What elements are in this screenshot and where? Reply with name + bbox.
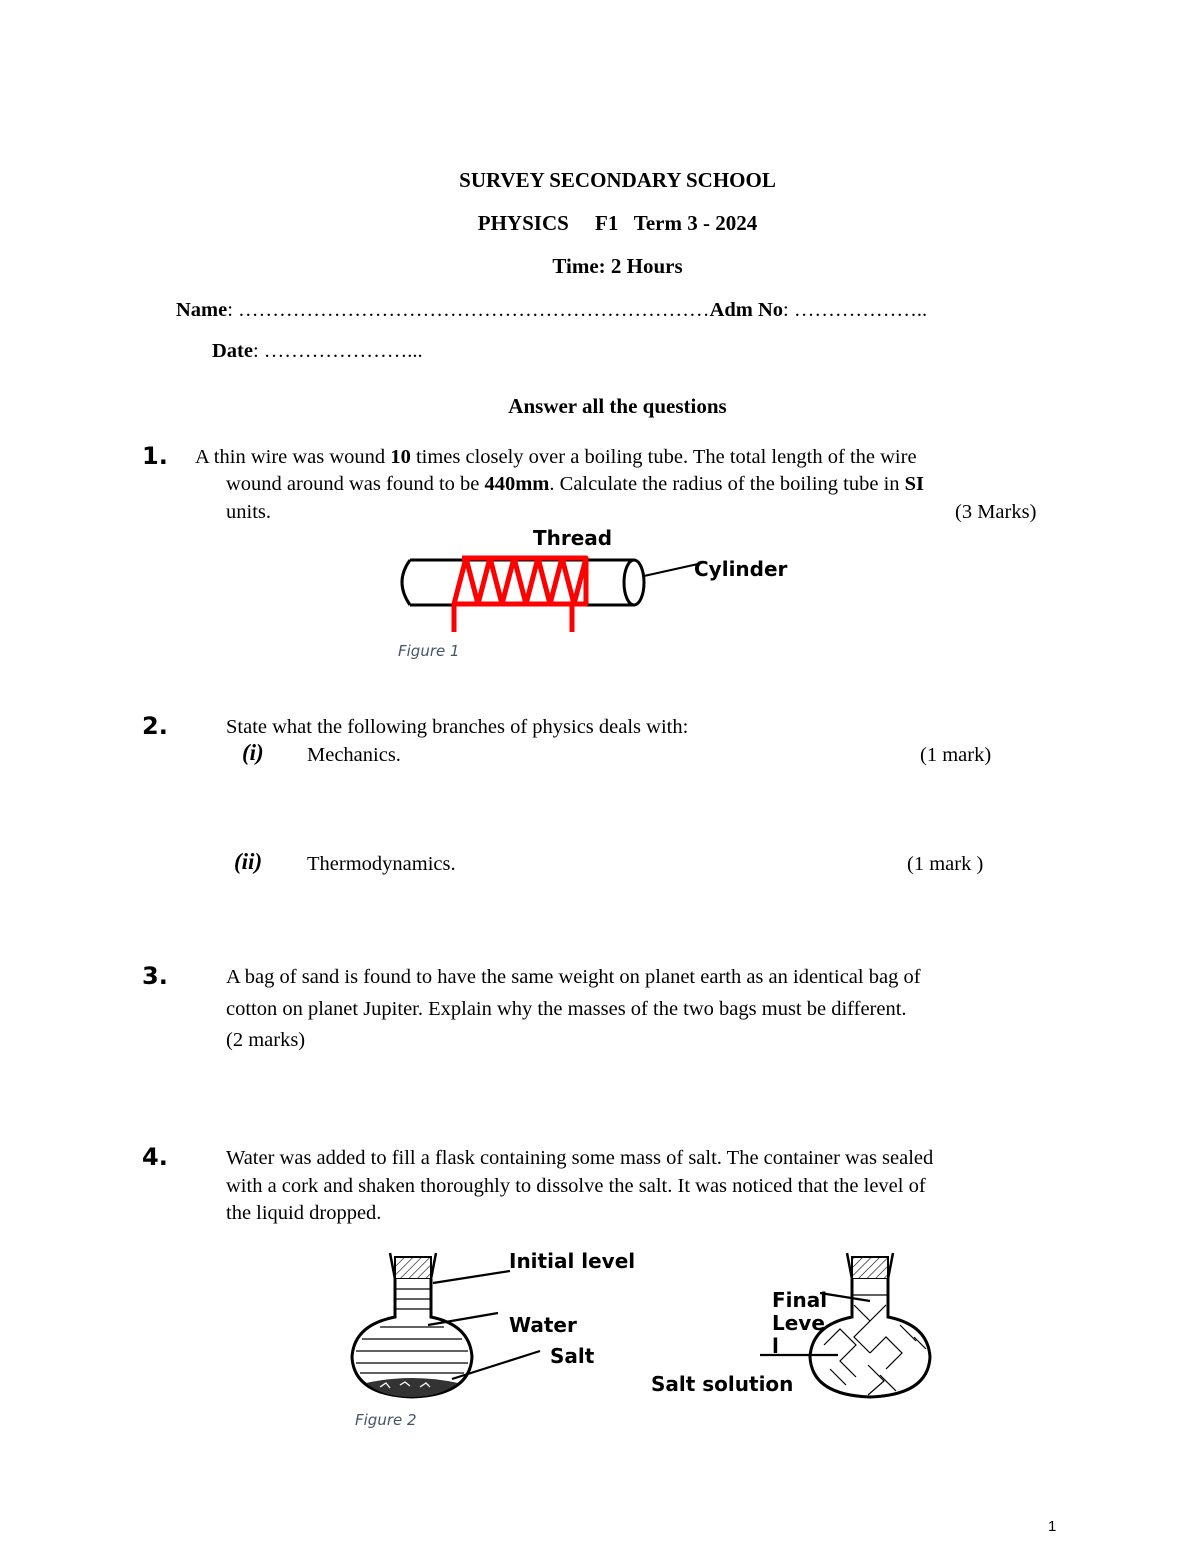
page-number: 1 bbox=[1048, 1518, 1057, 1535]
q2-i-marks: (1 mark) bbox=[920, 744, 992, 766]
cork-left bbox=[395, 1257, 431, 1279]
q1-text-a: A thin wire was wound bbox=[195, 446, 391, 468]
q1-number: 1. bbox=[142, 442, 168, 470]
q4-line1: Water was added to fill a flask containing some mass of salt. The container was sealed bbox=[226, 1147, 934, 1169]
date-line bbox=[212, 337, 423, 365]
q2-ii-marks: (1 mark ) bbox=[907, 853, 984, 875]
fig1-label-cylinder: Cylinder bbox=[694, 557, 788, 581]
adm-label: Adm No bbox=[709, 299, 784, 321]
q1-marks: (3 Marks) bbox=[955, 501, 1037, 523]
fig2-label-water: Water bbox=[509, 1313, 577, 1337]
q1-line1 bbox=[195, 443, 917, 471]
q3-marks: (2 marks) bbox=[226, 1029, 306, 1051]
q4-line2: with a cork and shaken thoroughly to dissolve the salt. It was noticed that the level of bbox=[226, 1175, 926, 1197]
q3-line1: A bag of sand is found to have the same weight on planet earth as an identical bag of bbox=[226, 966, 921, 988]
thread-coils bbox=[454, 558, 586, 632]
fig2-label-salt-solution: Salt solution bbox=[651, 1372, 794, 1396]
instruction: Answer all the questions bbox=[508, 394, 727, 418]
q2-ii-text: Thermodynamics. bbox=[307, 853, 456, 875]
fig2-label-final-2: Leve bbox=[772, 1311, 825, 1335]
figure-2-caption: Figure 2 bbox=[355, 1411, 417, 1429]
exam-time: Time: 2 Hours bbox=[552, 254, 683, 278]
date-label: Date bbox=[212, 340, 253, 362]
q4-number: 4. bbox=[142, 1143, 168, 1171]
q3-number: 3. bbox=[142, 962, 168, 990]
q1-line2 bbox=[226, 470, 924, 498]
cork-right bbox=[852, 1257, 888, 1279]
q1-line3: units. bbox=[226, 501, 271, 523]
q1-bold-si: SI bbox=[904, 473, 925, 495]
fig2-label-salt: Salt bbox=[550, 1344, 595, 1368]
q1-text-c: wound around was found to be bbox=[226, 473, 485, 495]
name-line bbox=[176, 296, 927, 324]
flask-final bbox=[810, 1253, 930, 1397]
form: F1 bbox=[595, 211, 619, 235]
q2-i-label: (i) bbox=[242, 740, 264, 765]
q2-i-text: Mechanics. bbox=[307, 744, 401, 766]
q3-line2: cotton on planet Jupiter. Explain why the masses of the two bags must be different. bbox=[226, 998, 907, 1020]
cylinder-pointer bbox=[644, 564, 698, 576]
term: Term 3 - 2024 bbox=[633, 211, 758, 235]
q1-text-b: times closely over a boiling tube. The total length of the wire bbox=[410, 446, 917, 468]
fig2-label-final-1: Final bbox=[772, 1288, 828, 1312]
q2-text: State what the following branches of physics deals with: bbox=[226, 716, 689, 738]
adm-dots: : ……………….. bbox=[783, 299, 928, 321]
q4-line3: the liquid dropped. bbox=[226, 1202, 382, 1224]
q2-ii-label: (ii) bbox=[234, 849, 263, 874]
q1-bold-440mm: 440mm bbox=[484, 473, 550, 495]
pointer-initial bbox=[433, 1271, 510, 1283]
fig1-label-thread: Thread bbox=[533, 526, 613, 550]
flask-initial bbox=[352, 1253, 472, 1397]
salt-deposit bbox=[366, 1378, 458, 1397]
q2-number: 2. bbox=[142, 712, 168, 740]
name-dots: : …………………………………………………………… bbox=[227, 299, 710, 321]
fig2-label-initial-level: Initial level bbox=[509, 1249, 636, 1273]
exam-title bbox=[0, 211, 1200, 236]
school-name: SURVEY SECONDARY SCHOOL bbox=[459, 168, 776, 192]
q1-bold-10: 10 bbox=[390, 446, 411, 468]
figure-1-caption: Figure 1 bbox=[398, 642, 460, 660]
figure-2-diagram bbox=[340, 1245, 960, 1415]
q1-text-d: . Calculate the radius of the boiling tube in bbox=[549, 473, 905, 495]
name-label: Name bbox=[176, 299, 228, 321]
fig2-label-final-3: l bbox=[772, 1334, 779, 1358]
subject: PHYSICS bbox=[477, 211, 569, 235]
date-dots: : …………………... bbox=[252, 340, 423, 362]
